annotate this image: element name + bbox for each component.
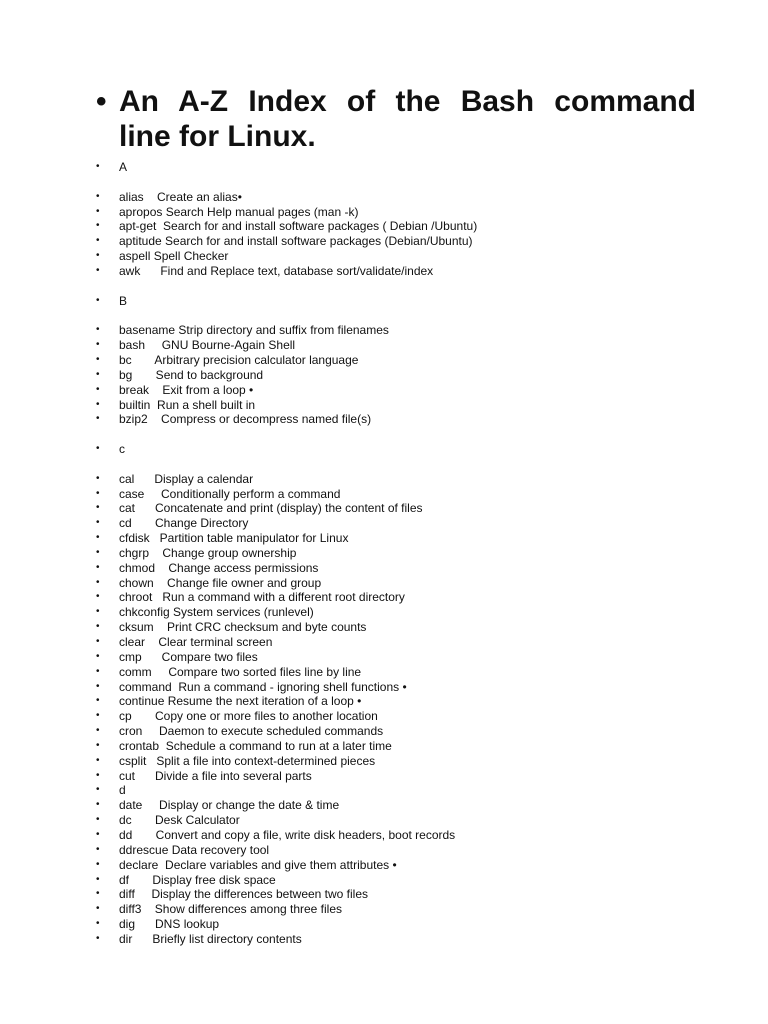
- title-text-2: line for Linux.: [119, 120, 316, 153]
- list-item-text: declare Declare variables and give them attributes •: [119, 857, 397, 872]
- list-item: [96, 769, 716, 784]
- list-bullet: •: [96, 235, 100, 247]
- list-bullet: •: [96, 695, 100, 707]
- list-item-text: bg Send to background: [119, 367, 264, 382]
- list-item: [96, 160, 716, 175]
- list-item-text: c: [119, 442, 125, 457]
- list-item-text: d: [119, 783, 126, 798]
- list-bullet: •: [96, 502, 100, 514]
- list-item: [96, 323, 716, 338]
- list-bullet: •: [96, 784, 100, 796]
- list-spacer: [96, 427, 716, 442]
- list-item-text: cut Divide a file into several parts: [119, 768, 312, 783]
- list-item-text: apt-get Search for and install software packages ( Debian /Ubuntu): [119, 219, 478, 234]
- list-item: [96, 620, 716, 635]
- list-item-text: chkconfig System services (runlevel): [119, 605, 314, 620]
- list-bullet: •: [96, 591, 100, 603]
- list-item: [96, 754, 716, 769]
- list-item-text: A: [119, 160, 128, 174]
- list-bullet: •: [96, 220, 100, 232]
- list-item-text: dig DNS lookup: [119, 917, 220, 932]
- list-bullet: •: [96, 650, 100, 662]
- list-item: [96, 338, 716, 353]
- list-bullet: •: [96, 161, 100, 172]
- list-item: [96, 694, 716, 709]
- list-item: [96, 205, 716, 220]
- list-item: [96, 368, 716, 383]
- list-item: [96, 561, 716, 576]
- list-item-text: break Exit from a loop •: [119, 382, 254, 397]
- list-item: [96, 650, 716, 665]
- list-bullet: •: [96, 324, 100, 336]
- list-bullet: •: [96, 918, 100, 930]
- list-item: [96, 234, 716, 249]
- list-item-text: bash GNU Bourne-Again Shell: [119, 338, 296, 353]
- list-item-text: B: [119, 293, 128, 308]
- list-spacer: [96, 308, 716, 323]
- list-item-text: awk Find and Replace text, database sort/validate/index: [119, 263, 434, 278]
- list-item-text: dd Convert and copy a file, write disk headers, boot records: [119, 827, 456, 842]
- title-line-1: [96, 84, 696, 119]
- command-list: [96, 160, 716, 947]
- list-bullet: •: [96, 368, 100, 380]
- list-bullet: •: [96, 888, 100, 900]
- list-bullet: •: [96, 294, 100, 306]
- list-item: [96, 828, 716, 843]
- list-bullet: •: [96, 636, 100, 647]
- list-bullet: •: [96, 858, 100, 870]
- list-bullet: •: [96, 725, 100, 737]
- list-bullet: •: [96, 754, 100, 766]
- list-bullet: •: [96, 739, 100, 751]
- title-text-1: An A-Z Index of the Bash command: [119, 85, 696, 118]
- list-item: [96, 264, 716, 279]
- list-item: [96, 501, 716, 516]
- list-item-text: apropos Search Help manual pages (man -k): [119, 204, 359, 219]
- list-item-text: alias Create an alias•: [119, 189, 242, 204]
- list-item-text: bc Arbitrary precision calculator language: [119, 352, 359, 367]
- list-item-text: aptitude Search for and install software packages (Debian/Ubuntu): [119, 234, 473, 249]
- list-item-text: csplit Split a file into context-determined pieces: [119, 753, 376, 768]
- list-spacer: [96, 279, 716, 294]
- list-bullet: •: [96, 353, 100, 365]
- list-item-text: dir Briefly list directory contents: [119, 931, 302, 946]
- list-bullet: •: [96, 339, 100, 351]
- list-item-text: case Conditionally perform a command: [119, 486, 341, 501]
- list-bullet: •: [96, 561, 100, 573]
- list-item-text: continue Resume the next iteration of a loop •: [119, 694, 362, 709]
- list-item: [96, 487, 716, 502]
- list-item: [96, 902, 716, 917]
- list-bullet: •: [96, 873, 100, 885]
- list-item-text: aspell Spell Checker: [119, 249, 229, 264]
- list-item-text: chmod Change access permissions: [119, 560, 319, 575]
- list-item-text: cksum Print CRC checksum and byte counts: [119, 620, 367, 635]
- list-spacer: [96, 175, 716, 190]
- list-item: [96, 739, 716, 754]
- list-item-text: cmp Compare two files: [119, 649, 258, 664]
- list-item: [96, 531, 716, 546]
- list-item-text: comm Compare two sorted files line by line: [119, 664, 362, 679]
- list-bullet: •: [96, 606, 100, 618]
- list-item-text: cron Daemon to execute scheduled commands: [119, 724, 384, 739]
- list-item: [96, 576, 716, 591]
- list-item: [96, 605, 716, 620]
- list-bullet: •: [96, 903, 100, 915]
- list-bullet: •: [96, 843, 100, 855]
- list-item-text: command Run a command - ignoring shell functions •: [119, 679, 407, 694]
- list-bullet: •: [96, 205, 100, 217]
- list-item: [96, 932, 716, 947]
- list-item: [96, 635, 716, 650]
- list-item-text: dc Desk Calculator: [119, 813, 240, 828]
- list-item-text: chgrp Change group ownership: [119, 545, 297, 560]
- list-bullet: •: [96, 532, 100, 544]
- list-bullet: •: [96, 517, 100, 529]
- list-item-text: ddrescue Data recovery tool: [119, 842, 270, 857]
- list-bullet: •: [96, 383, 100, 395]
- list-item-text: bzip2 Compress or decompress named file(s): [119, 412, 372, 427]
- list-item-text: clear Clear terminal screen: [119, 635, 273, 649]
- list-bullet: •: [96, 472, 100, 484]
- list-bullet: •: [96, 250, 100, 262]
- list-item-text: cp Copy one or more files to another location: [119, 709, 378, 724]
- page-title: [96, 84, 696, 154]
- list-item: [96, 516, 716, 531]
- list-spacer: [96, 457, 716, 472]
- list-bullet: •: [96, 680, 100, 692]
- list-bullet: •: [96, 814, 100, 826]
- list-item: [96, 843, 716, 858]
- list-item: [96, 190, 716, 205]
- list-bullet: •: [96, 398, 100, 410]
- list-item-text: cat Concatenate and print (display) the content of files: [119, 501, 423, 516]
- list-item: [96, 383, 716, 398]
- list-item-text: diff Display the differences between two files: [119, 887, 369, 902]
- list-item-text: df Display free disk space: [119, 872, 276, 887]
- list-item: [96, 219, 716, 234]
- list-bullet: •: [96, 576, 100, 588]
- list-item: [96, 680, 716, 695]
- list-item-text: builtin Run a shell built in: [119, 397, 256, 412]
- list-item: [96, 442, 716, 457]
- list-item: [96, 294, 716, 309]
- list-item: [96, 412, 716, 427]
- list-item: [96, 249, 716, 264]
- list-item: [96, 590, 716, 605]
- list-item: [96, 709, 716, 724]
- list-item: [96, 858, 716, 873]
- list-item-text: date Display or change the date & time: [119, 798, 340, 813]
- list-item-text: diff3 Show differences among three files: [119, 902, 343, 917]
- list-item-text: chown Change file owner and group: [119, 575, 322, 590]
- list-bullet: •: [96, 665, 100, 677]
- list-bullet: •: [96, 621, 100, 633]
- list-bullet: •: [96, 769, 100, 781]
- list-item: [96, 813, 716, 828]
- list-item-text: cal Display a calendar: [119, 471, 254, 486]
- title-line-2: [96, 119, 696, 154]
- list-bullet: •: [96, 828, 100, 840]
- list-item: [96, 665, 716, 680]
- list-bullet: •: [96, 710, 100, 722]
- list-item-text: basename Strip directory and suffix from filenames: [119, 323, 389, 338]
- list-bullet: •: [96, 264, 100, 276]
- list-item: [96, 798, 716, 813]
- list-bullet: •: [96, 487, 100, 499]
- list-bullet: •: [96, 546, 100, 558]
- list-item: [96, 873, 716, 888]
- list-item: [96, 917, 716, 932]
- list-item-text: cfdisk Partition table manipulator for Linux: [119, 531, 349, 546]
- list-item: [96, 398, 716, 413]
- list-bullet: •: [96, 799, 100, 811]
- list-bullet: •: [96, 932, 100, 944]
- list-item: [96, 353, 716, 368]
- list-item: [96, 887, 716, 902]
- list-item: [96, 783, 716, 798]
- list-item-text: chroot Run a command with a different root directory: [119, 590, 405, 605]
- list-item: [96, 472, 716, 487]
- list-item-text: cd Change Directory: [119, 516, 249, 531]
- list-bullet: •: [96, 413, 100, 425]
- title-bullet: •: [96, 85, 107, 118]
- list-item-text: crontab Schedule a command to run at a later time: [119, 738, 392, 753]
- list-item: [96, 724, 716, 739]
- list-item: [96, 546, 716, 561]
- list-bullet: •: [96, 443, 100, 455]
- list-bullet: •: [96, 190, 100, 202]
